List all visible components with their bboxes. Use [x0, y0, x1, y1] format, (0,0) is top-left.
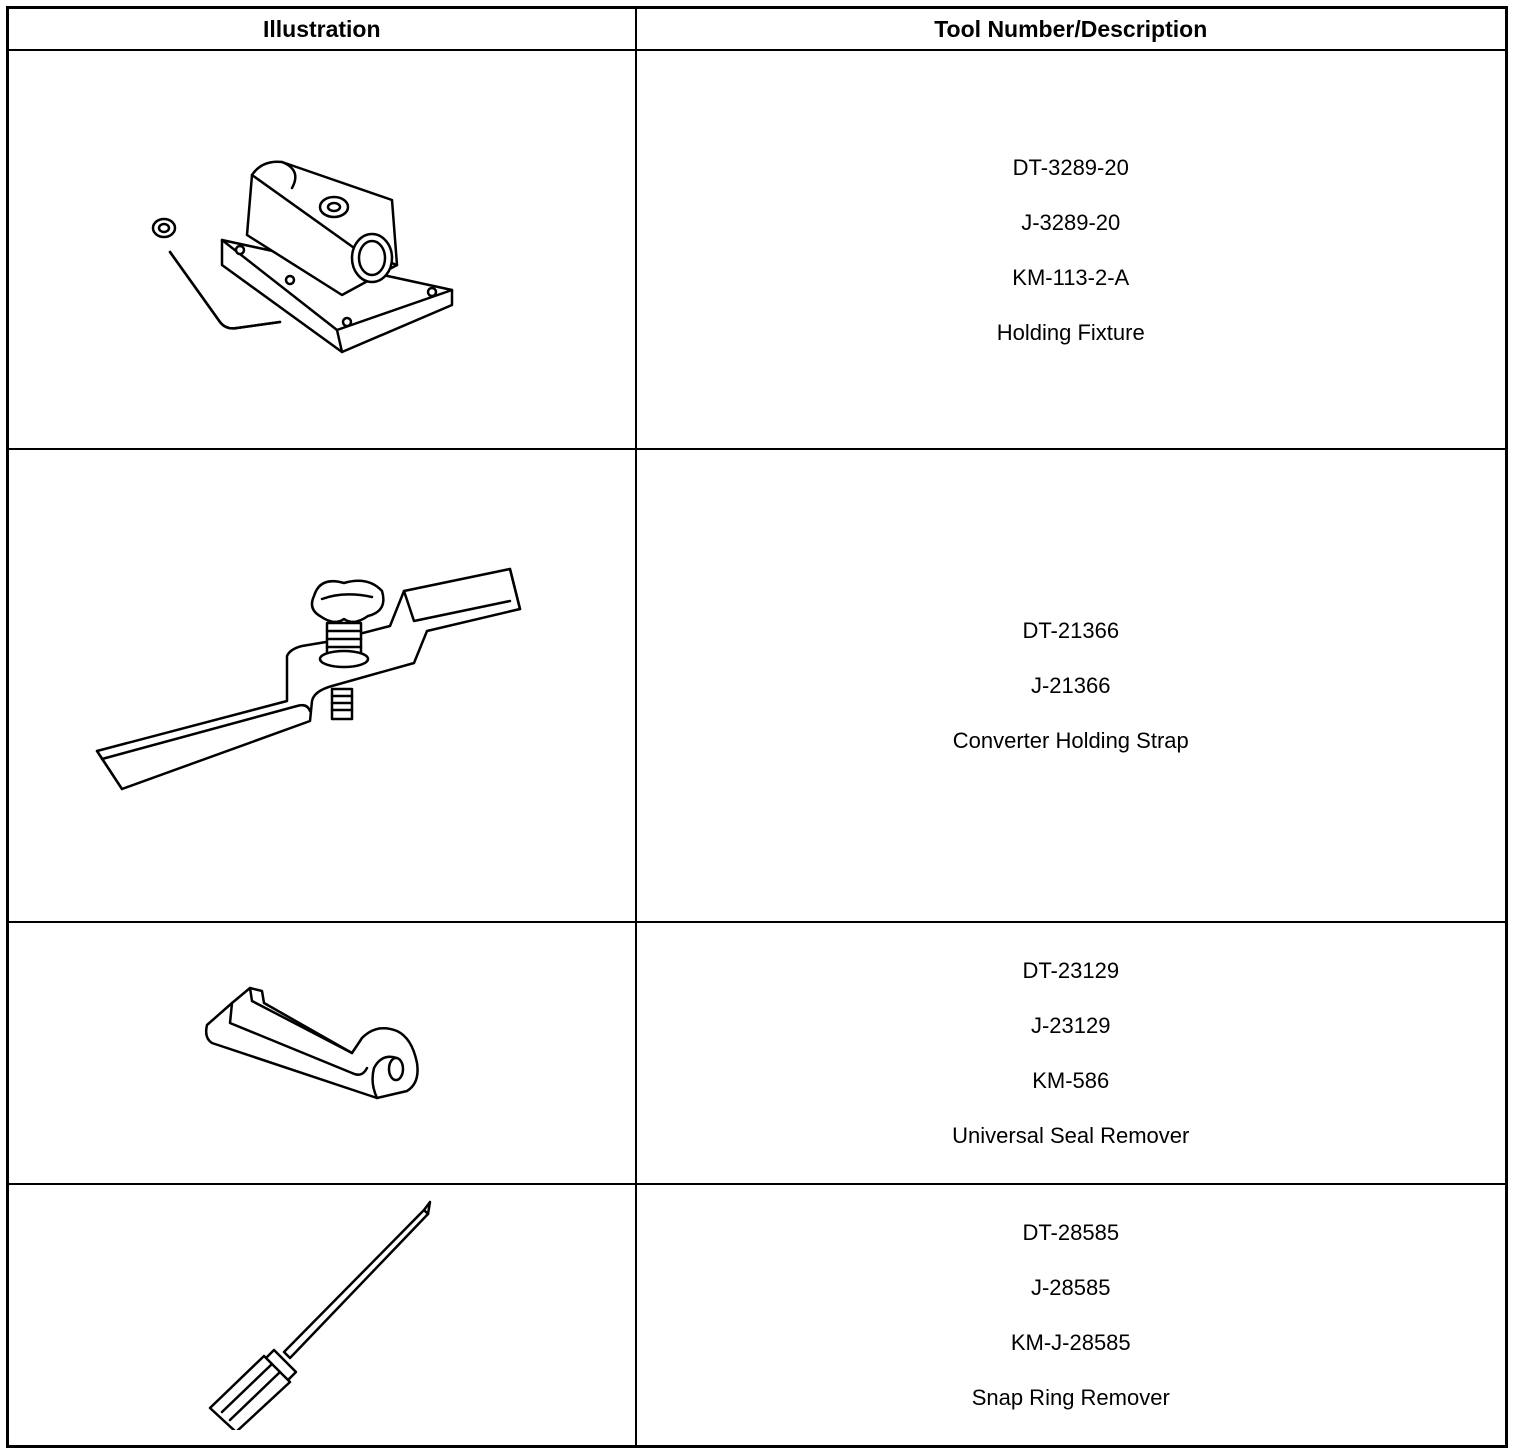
table-row [8, 449, 1507, 922]
tool-number-j: J-3289-20 [1021, 209, 1121, 235]
table-row [8, 922, 1507, 1184]
illustration-cell [8, 50, 636, 449]
illustration-cell [8, 922, 636, 1184]
table-row [8, 50, 1507, 449]
tool-number-km: KM-113-2-A [1012, 264, 1130, 290]
tool-number-j: J-23129 [1030, 1013, 1111, 1038]
description-cell [636, 922, 1507, 1184]
universal-seal-remover-illustration [202, 983, 442, 1123]
tool-description: Holding Fixture [996, 319, 1145, 345]
tool-number-dt: DT-28585 [1022, 1219, 1120, 1245]
converter-holding-strap-illustration [92, 561, 552, 811]
header-row [8, 8, 1507, 51]
tool-number-dt: DT-21366 [1022, 618, 1120, 643]
tool-number-km: KM-586 [1032, 1068, 1110, 1093]
tool-number-dt: DT-23129 [1022, 958, 1120, 983]
description-cell [636, 50, 1507, 449]
tool-description: Converter Holding Strap [952, 728, 1189, 753]
tool-number-dt: DT-3289-20 [1012, 154, 1129, 180]
tool-description: Snap Ring Remover [971, 1384, 1170, 1410]
illustration-cell [8, 449, 636, 922]
description-cell [636, 449, 1507, 922]
header-tool-number-description: Tool Number/Description [636, 8, 1507, 51]
tool-number-j: J-28585 [1030, 1274, 1111, 1300]
tool-number-j: J-21366 [1030, 673, 1111, 698]
holding-fixture-illustration [142, 140, 502, 360]
illustration-cell [8, 1184, 636, 1446]
special-tools-table [6, 6, 1508, 1448]
description-cell [636, 1184, 1507, 1446]
table-row [8, 1184, 1507, 1446]
snap-ring-remover-illustration [202, 1200, 442, 1430]
header-illustration: Illustration [8, 8, 636, 51]
tool-number-km: KM-J-28585 [1010, 1329, 1131, 1355]
tool-description: Universal Seal Remover [952, 1123, 1190, 1148]
